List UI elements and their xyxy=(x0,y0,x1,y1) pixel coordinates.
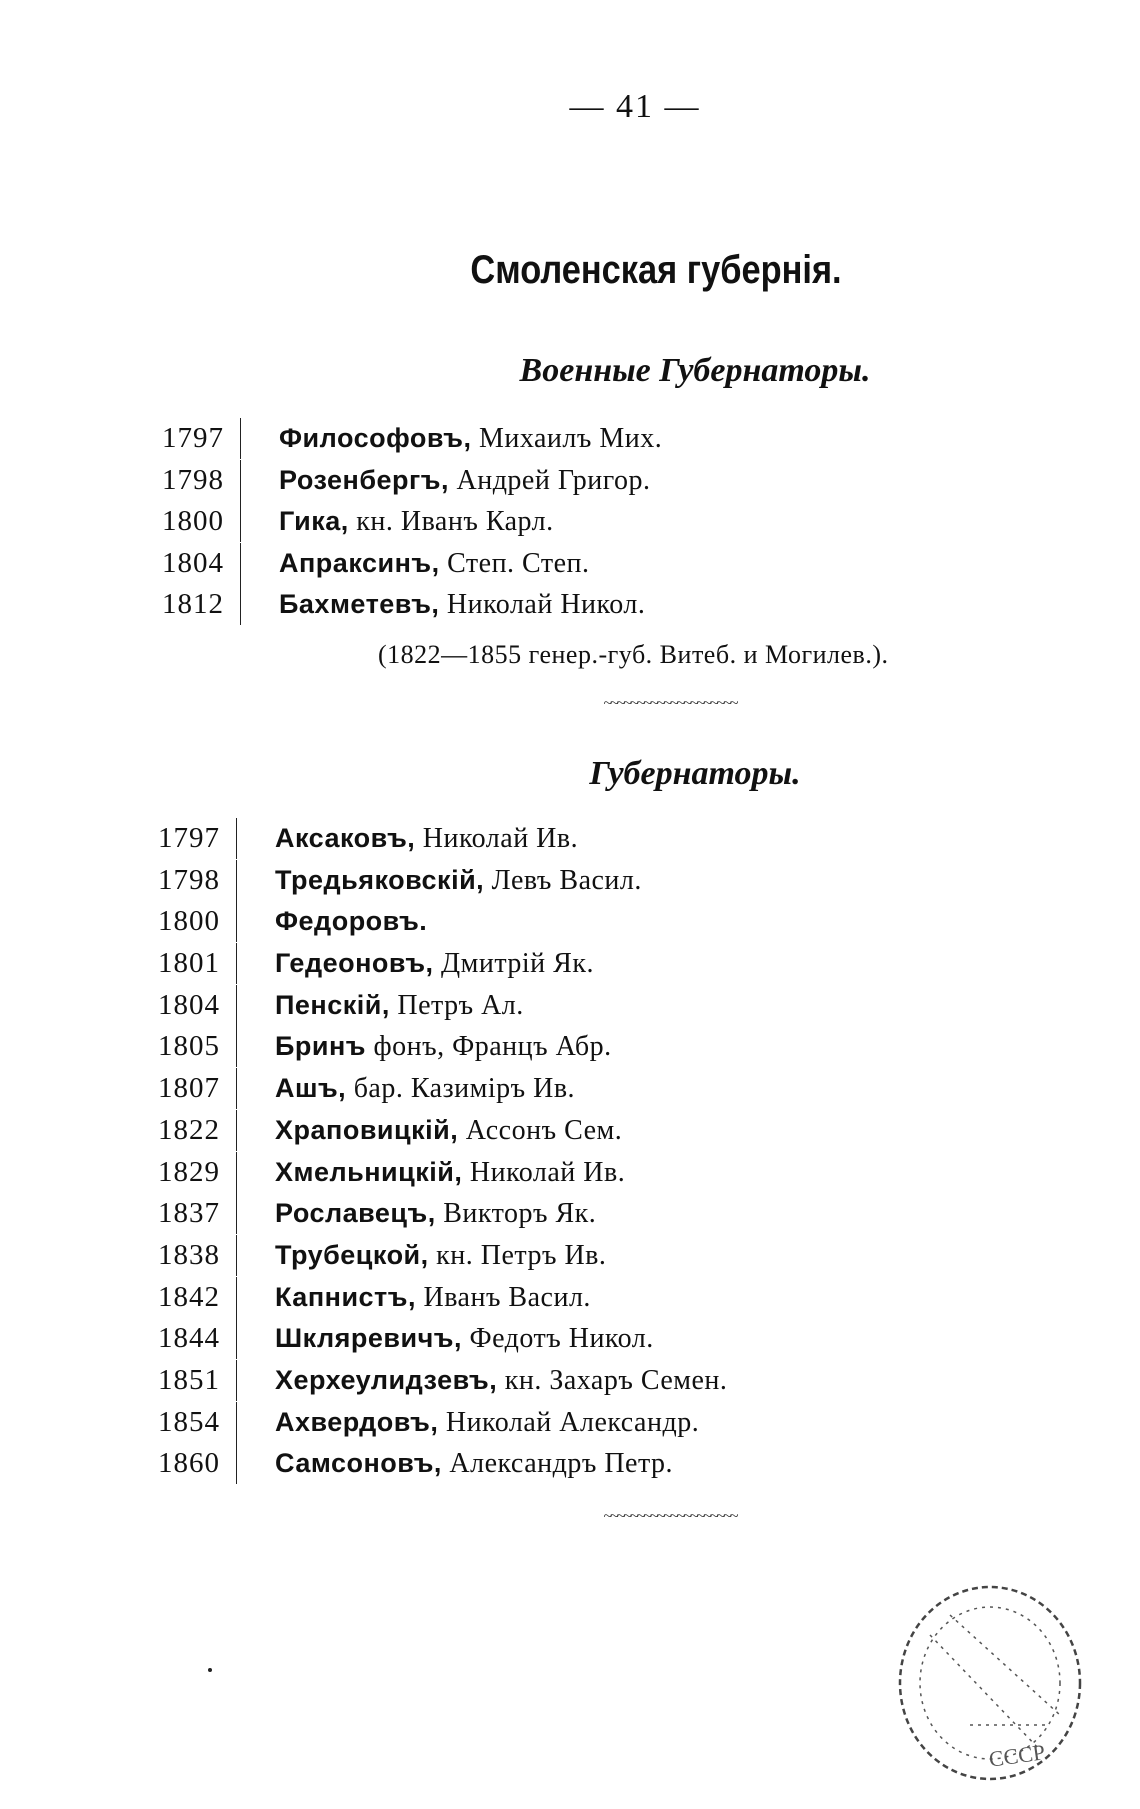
year: 1801 xyxy=(146,943,237,984)
surname: Шкляревичъ, xyxy=(275,1323,462,1354)
surname: Пенскій, xyxy=(275,989,390,1020)
list-item xyxy=(146,943,727,985)
list-item xyxy=(150,584,662,626)
given-name: кн. Петръ Ив. xyxy=(428,1239,607,1271)
page-number: — 41 — xyxy=(569,88,701,125)
given-name: Федотъ Никол. xyxy=(461,1323,654,1355)
given-name: Степ. Степ. xyxy=(439,547,590,579)
list-item xyxy=(150,460,662,502)
ornament-divider: ~~~~~~~~~~~~~~~~~~~~ xyxy=(603,1508,737,1525)
year: 1854 xyxy=(146,1402,237,1443)
list-item xyxy=(146,1193,727,1235)
surname: Апраксинъ, xyxy=(279,547,440,578)
governors-heading: Губернаторы. xyxy=(589,755,801,792)
year: 1812 xyxy=(150,584,241,625)
list-item xyxy=(146,1277,727,1319)
list-item xyxy=(150,543,662,585)
surname: Храповицкій, xyxy=(275,1114,459,1145)
military-governors-heading: Военные Губернаторы. xyxy=(519,352,871,389)
surname: Федоровъ. xyxy=(275,906,428,937)
year: 1837 xyxy=(146,1193,237,1234)
year: 1838 xyxy=(146,1235,237,1276)
svg-text:СССР: СССР xyxy=(987,1739,1047,1772)
surname: Розенбергъ, xyxy=(279,464,449,495)
list-item xyxy=(146,1235,727,1277)
surname: Ахвердовъ, xyxy=(275,1406,439,1437)
year: 1829 xyxy=(146,1152,237,1193)
military-governors-list xyxy=(150,418,662,626)
given-name: Михаилъ Мих. xyxy=(471,423,663,454)
given-name: Александръ Петр. xyxy=(441,1448,674,1480)
given-name: бар. Казиміръ Ив. xyxy=(346,1073,576,1105)
ornament-divider: ~~~~~~~~~~~~~~~~~~~~ xyxy=(603,695,737,712)
list-item xyxy=(146,1402,727,1444)
year: 1805 xyxy=(146,1026,237,1067)
year: 1798 xyxy=(150,460,241,501)
surname: Хмельницкій, xyxy=(275,1156,463,1187)
page-title: Смоленская губернія. xyxy=(470,248,842,292)
surname: Самсоновъ, xyxy=(275,1448,442,1479)
surname: Рославецъ, xyxy=(275,1198,436,1229)
given-name: Левъ Васил. xyxy=(484,864,642,896)
list-item xyxy=(146,1110,727,1152)
surname: Херхеулидзевъ, xyxy=(275,1364,498,1395)
given-name: Андрей Григор. xyxy=(448,464,651,496)
given-name: Иванъ Васил. xyxy=(415,1281,591,1313)
given-name: Петръ Ал. xyxy=(389,989,524,1021)
surname: Ашъ, xyxy=(275,1073,347,1104)
list-item xyxy=(146,901,727,943)
surname: Философовъ, xyxy=(279,423,472,453)
year: 1860 xyxy=(146,1443,237,1484)
year: 1804 xyxy=(146,985,237,1026)
footnote: (1822—1855 генер.-губ. Витеб. и Могилев.). xyxy=(378,640,889,669)
list-item xyxy=(150,418,662,460)
list-item xyxy=(146,1360,727,1402)
year: 1851 xyxy=(146,1360,237,1401)
given-name: Николай Ив. xyxy=(462,1156,626,1188)
list-item xyxy=(146,1152,727,1194)
year: 1800 xyxy=(150,501,241,542)
year: 1800 xyxy=(146,901,237,942)
given-name: Ассонъ Сем. xyxy=(458,1114,623,1146)
year: 1797 xyxy=(146,818,237,859)
year: 1842 xyxy=(146,1277,237,1318)
year: 1804 xyxy=(150,543,241,584)
list-item xyxy=(146,1068,727,1110)
given-name: Викторъ Як. xyxy=(435,1198,597,1230)
given-name: фонъ, Францъ Абр. xyxy=(366,1031,612,1063)
surname: Аксаковъ, xyxy=(275,823,416,853)
list-item xyxy=(146,1026,727,1068)
surname: Тредьяковскій, xyxy=(275,864,485,895)
given-name: Николай Александр. xyxy=(438,1406,700,1438)
given-name: Николай Никол. xyxy=(439,589,646,620)
given-name: Николай Ив. xyxy=(415,823,579,854)
surname: Трубецкой, xyxy=(275,1239,429,1270)
surname: Бахметевъ, xyxy=(279,589,440,619)
surname: Гика, xyxy=(279,506,349,536)
year: 1807 xyxy=(146,1068,237,1109)
list-item xyxy=(146,818,727,860)
ink-dot xyxy=(208,1668,212,1672)
surname: Бринъ xyxy=(275,1031,366,1062)
year: 1844 xyxy=(146,1318,237,1359)
given-name: Дмитрій Як. xyxy=(433,948,594,980)
year: 1822 xyxy=(146,1110,237,1151)
governors-list xyxy=(146,818,727,1485)
list-item xyxy=(146,860,727,902)
surname: Гедеоновъ, xyxy=(275,948,434,979)
surname: Капнистъ, xyxy=(275,1281,416,1312)
given-name: кн. Захаръ Семен. xyxy=(497,1364,728,1396)
list-item xyxy=(146,1318,727,1360)
list-item xyxy=(146,1443,727,1485)
year: 1797 xyxy=(150,418,241,459)
given-name: кн. Иванъ Карл. xyxy=(348,506,554,537)
library-stamp xyxy=(890,1575,1090,1785)
list-item xyxy=(146,985,727,1027)
year: 1798 xyxy=(146,860,237,901)
list-item xyxy=(150,501,662,543)
